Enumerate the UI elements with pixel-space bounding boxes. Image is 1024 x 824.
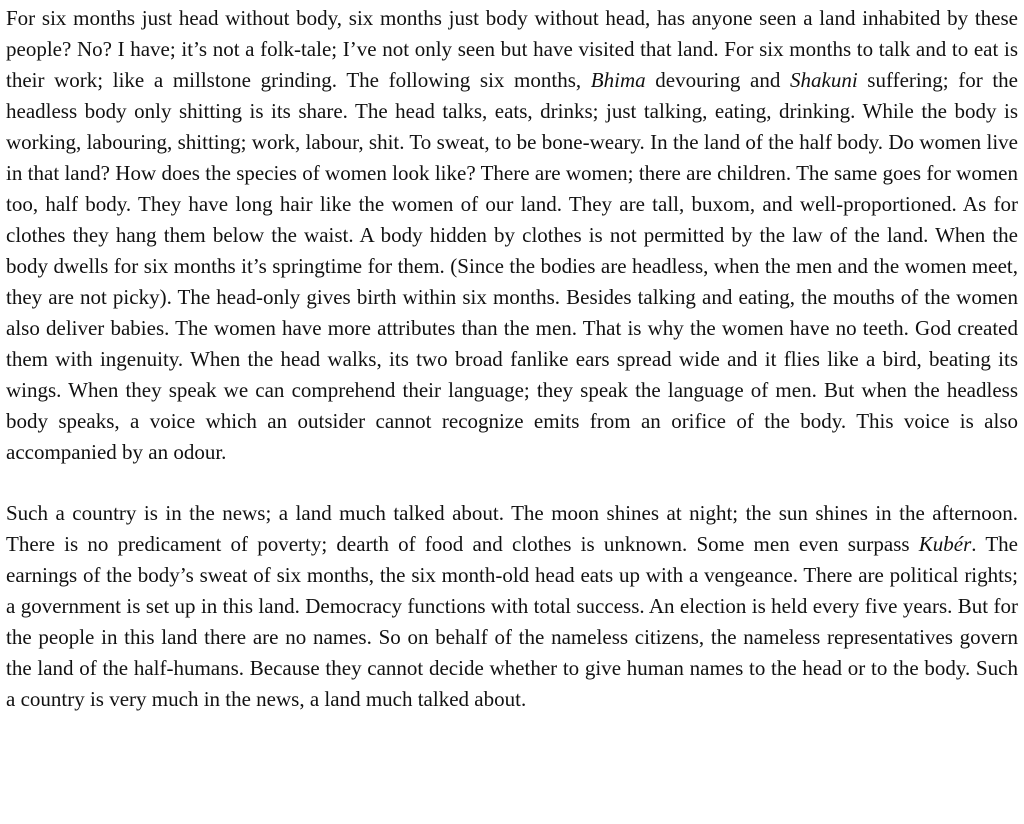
text-segment: devouring and [645, 68, 790, 92]
italic-name-shakuni: Shakuni [790, 68, 858, 92]
text-segment: suffering; for the headless body only shitting is its share. The head talks, eats, drinks; just talking, eating, drinking. While the body is working, labouring, shitting; work, labour, shit. To sweat, to be bone-weary. In the land of the half body. Do women live in that land? How does the species of women look like? There are women; there are children. The same goes for women too, half body. They have long hair like the women of our land. They are tall, buxom, and well-proportioned. As for clothes they hang them below the waist. A body hidden by clothes is not permitted by the law of the land. When the body dwells for six months it’s springtime for them. (Since the bodies are headless, when the men and the women meet, they are not picky). The head-only gives birth within six months. Besides talking and eating, the mouths of the women also deliver babies. The women have more attributes than the men. That is why the women have no teeth. God created them with ingenuity. When the head walks, its two broad fanlike ears spread wide and it flies like a bird, beating its wings. When they speak we can comprehend their language; they speak the language of men. But when the headless body speaks, a voice which an outsider cannot recognize emits from an orifice of the body. This voice is also accompanied by an odour. [6, 68, 1018, 464]
paragraph-1 [6, 3, 1018, 468]
paragraph-2 [6, 498, 1018, 715]
text-segment: For six months just head without body, six months just body without head, has anyone seen a land inhabited by these people? No? I have; it’s not a folk-tale; I’ve not only seen but have visited that land. For six months to talk and to eat is their work; like a millstone grinding. The following six months, [6, 6, 1018, 92]
italic-name-bhima: Bhima [590, 68, 646, 92]
italic-name-kuber: Kubér [918, 532, 972, 556]
text-segment: Such a country is in the news; a land much talked about. The moon shines at night; the sun shines in the afternoon. There is no predicament of poverty; dearth of food and clothes is unknown. Some men even surpass [6, 501, 1018, 556]
text-segment: . The earnings of the body’s sweat of six months, the six month-old head eats up with a vengeance. There are political rights; a government is set up in this land. Democracy functions with total success. An election is held every five years. But for the people in this land there are no names. So on behalf of the nameless citizens, the nameless representatives govern the land of the half-humans. Because they cannot decide whether to give human names to the head or to the body. Such a country is very much in the news, a land much talked about. [6, 532, 1018, 711]
